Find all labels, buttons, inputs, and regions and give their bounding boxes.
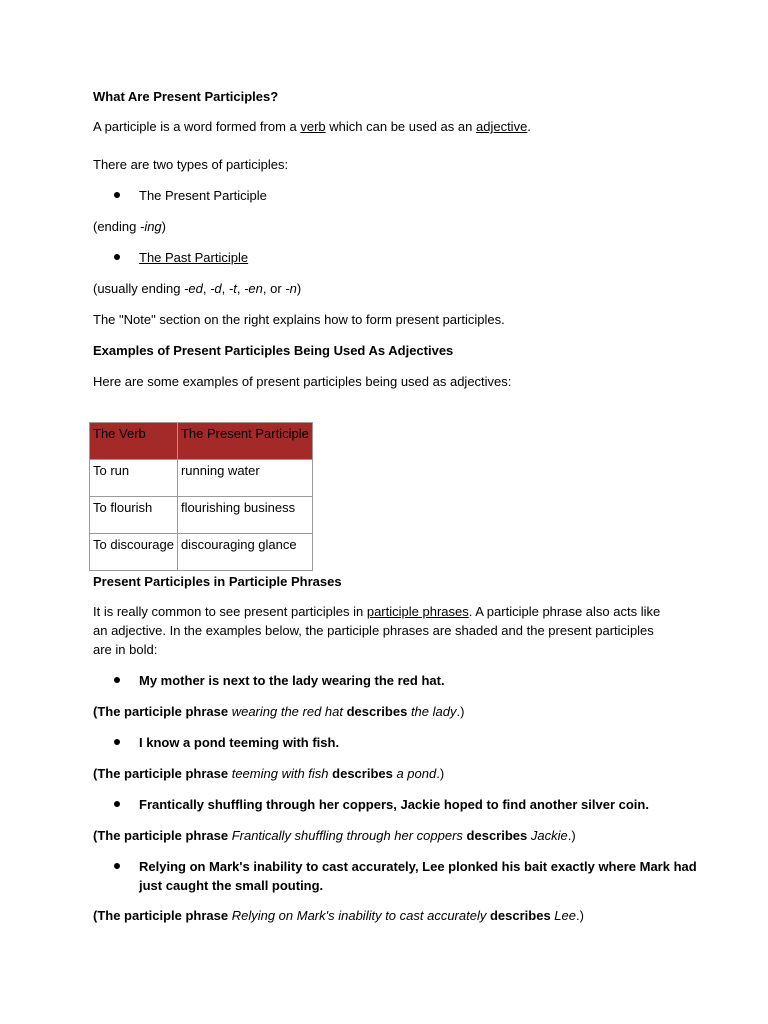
ending-ing: -ing xyxy=(139,219,162,234)
past-participle-note xyxy=(93,280,301,297)
note-line: The "Note" section on the right explains how to form present participles. xyxy=(93,312,505,327)
intro-paragraph xyxy=(93,118,531,135)
ending: -t xyxy=(228,281,237,296)
participle-phrase: Relying on Mark's inability to cast accurately xyxy=(231,908,487,923)
explanation-text: (The participle phrase xyxy=(93,828,232,843)
explanation-text: describes xyxy=(462,828,531,843)
note-text: (ending xyxy=(93,219,140,234)
intro-text-mid: which can be used as an xyxy=(325,119,476,134)
explanation-text: describes xyxy=(328,766,397,781)
heading-examples-adjectives: Examples of Present Participles Being Used As Adjectives xyxy=(93,343,454,358)
heading-what-are-present-participles: What Are Present Participles? xyxy=(93,89,279,104)
examples-intro: Here are some examples of present participles being used as adjectives: xyxy=(93,374,512,389)
participle-phrase: Frantically shuffling through her coppers xyxy=(231,828,463,843)
para-text: . A participle phrase also acts like xyxy=(468,604,661,619)
table-row xyxy=(90,497,313,534)
table-cell: running water xyxy=(177,460,312,497)
types-intro: There are two types of participles: xyxy=(93,157,289,172)
verb-link[interactable]: verb xyxy=(300,119,326,134)
participle-table xyxy=(89,422,313,571)
table-cell: flourishing business xyxy=(177,497,312,534)
bullet-icon xyxy=(114,739,120,745)
sep: , xyxy=(221,281,229,296)
note-text: ) xyxy=(161,219,167,234)
bullet-icon xyxy=(114,192,120,198)
explanation-text: describes xyxy=(486,908,555,923)
described-noun: Lee xyxy=(554,908,576,923)
participle-phrase: wearing the red hat xyxy=(231,704,343,719)
explanation-text: .) xyxy=(576,908,584,923)
ending: -ed xyxy=(184,281,203,296)
bullet-icon xyxy=(114,863,120,869)
explanation-text: .) xyxy=(436,766,445,781)
ending: -d xyxy=(210,281,222,296)
table-cell: To flourish xyxy=(90,497,178,534)
heading-participle-phrases: Present Participles in Participle Phrases xyxy=(93,574,342,589)
explanation-text: .) xyxy=(567,828,576,843)
described-noun: a pond xyxy=(396,766,437,781)
ending: -n xyxy=(285,281,297,296)
intro-text-pre: A participle is a word formed from a xyxy=(93,119,301,134)
phrases-para-line2: an adjective. In the examples below, the participle phrases are shaded and the present participles xyxy=(93,623,654,638)
phrases-para-line1 xyxy=(93,603,660,620)
example-explanation xyxy=(93,827,576,844)
intro-text-post: . xyxy=(527,119,531,134)
explanation-text: .) xyxy=(456,704,465,719)
past-participle-link[interactable]: The Past Participle xyxy=(139,250,249,265)
table-cell: To discourage xyxy=(90,534,178,571)
described-noun: Jackie xyxy=(530,828,568,843)
explanation-text: (The participle phrase xyxy=(93,704,232,719)
explanation-text: describes xyxy=(343,704,411,719)
sep: , xyxy=(236,281,245,296)
explanation-text: (The participle phrase xyxy=(93,766,232,781)
table-cell: discouraging glance xyxy=(177,534,312,571)
example-sentence-line1: Relying on Mark's inability to cast accurately, Lee plonked his bait exactly where Mark had xyxy=(139,859,697,874)
example-explanation xyxy=(93,907,584,924)
participle-phrases-link[interactable]: participle phrases xyxy=(366,604,469,619)
example-sentence: I know a pond teeming with fish. xyxy=(139,735,340,750)
phrases-para-line3: are in bold: xyxy=(93,642,158,657)
participle-phrase: teeming with fish xyxy=(231,766,329,781)
sep: , or xyxy=(262,281,286,296)
example-sentence: Frantically shuffling through her coppers, Jackie hoped to find another silver coin. xyxy=(139,797,649,812)
para-text: It is really common to see present participles in xyxy=(93,604,367,619)
present-participle-item: The Present Participle xyxy=(139,188,267,203)
table-cell: To run xyxy=(90,460,178,497)
bullet-icon xyxy=(114,254,120,260)
table-header-row xyxy=(90,423,313,460)
example-explanation xyxy=(93,765,444,782)
note-text: (usually ending xyxy=(93,281,185,296)
sep: , xyxy=(202,281,211,296)
bullet-icon xyxy=(114,677,120,683)
adjective-link[interactable]: adjective xyxy=(475,119,528,134)
table-header-cell: The Verb xyxy=(90,423,178,460)
example-sentence-line2: just caught the small pouting. xyxy=(139,878,324,893)
example-explanation xyxy=(93,703,464,720)
described-noun: the lady xyxy=(410,704,457,719)
table-header-cell: The Present Participle xyxy=(177,423,312,460)
ending: -en xyxy=(244,281,263,296)
example-sentence: My mother is next to the lady wearing the red hat. xyxy=(139,673,445,688)
explanation-text: (The participle phrase xyxy=(93,908,232,923)
present-participle-note xyxy=(93,218,166,235)
bullet-icon xyxy=(114,801,120,807)
table-row xyxy=(90,534,313,571)
note-text: ) xyxy=(296,281,302,296)
table-row xyxy=(90,460,313,497)
